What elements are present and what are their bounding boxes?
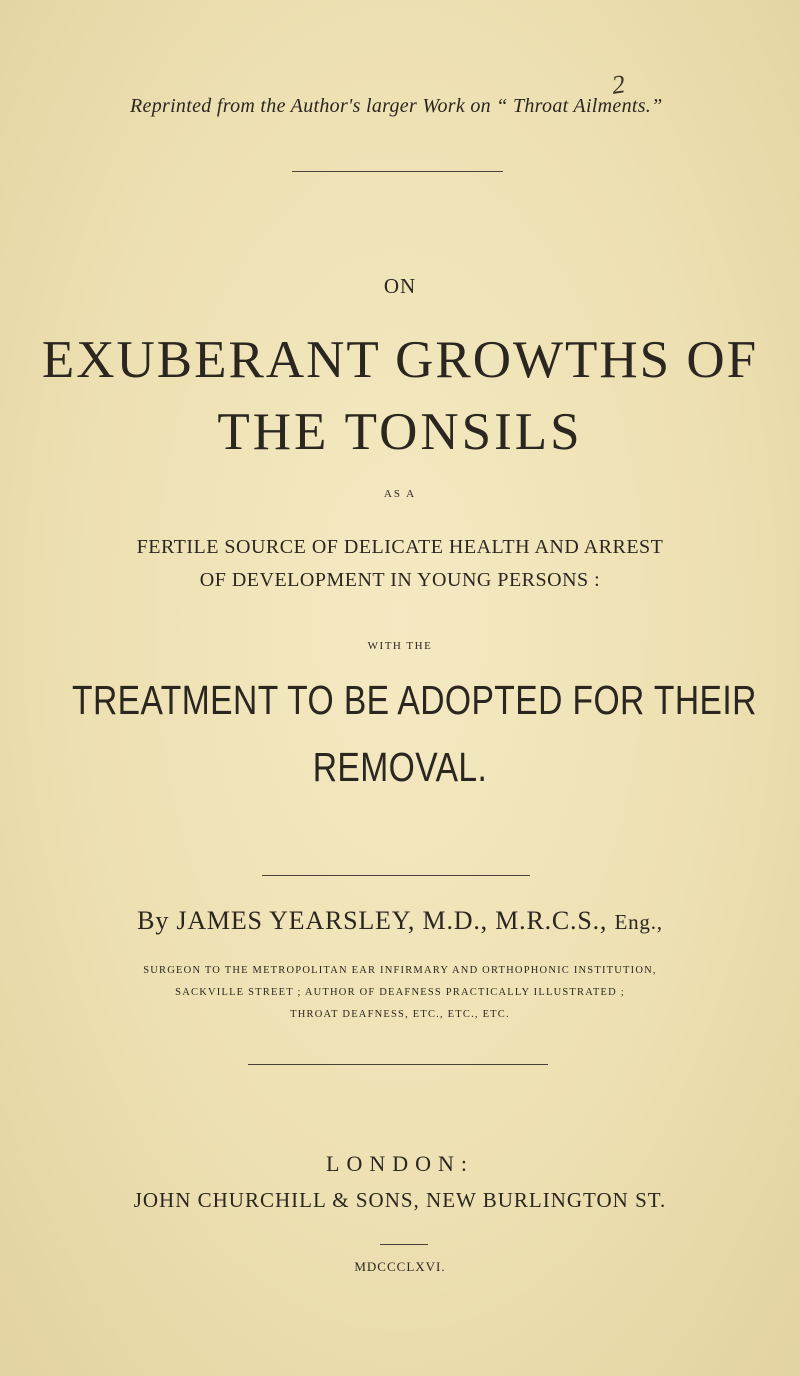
author-byline — [0, 906, 800, 936]
main-title-line-2: THE TONSILS — [217, 403, 583, 461]
reprint-note: Reprinted from the Author's larger Work on “ Throat Ailments.” — [130, 95, 663, 117]
treatment-title-line-2: REMOVAL. — [312, 744, 488, 790]
middle-divider — [262, 875, 530, 876]
title-prefix: ON — [383, 274, 417, 298]
page-number-mark: 2 — [609, 69, 627, 100]
top-divider — [292, 171, 503, 172]
with-the-connector: WITH THE — [367, 640, 433, 652]
affiliation-line-3: THROAT DEAFNESS, ETC., ETC., ETC. — [290, 1009, 510, 1020]
treatment-title-line-1: TREATMENT TO BE ADOPTED FOR THEIR — [72, 677, 757, 723]
subtitle-line-1: FERTILE SOURCE OF DELICATE HEALTH AND ARREST — [136, 536, 664, 558]
main-title-line-1: EXUBERANT GROWTHS OF — [41, 331, 759, 389]
lower-divider — [248, 1064, 548, 1065]
author-eng: Eng., — [614, 910, 663, 934]
as-a-connector: AS A — [383, 488, 417, 500]
imprint-city: LONDON: — [326, 1151, 474, 1176]
subtitle-line-2: OF DEVELOPMENT IN YOUNG PERSONS : — [199, 569, 601, 591]
imprint-publisher: JOHN CHURCHILL & SONS, NEW BURLINGTON ST. — [133, 1188, 667, 1212]
imprint-date: MDCCCLXVI. — [354, 1259, 446, 1274]
affiliation-line-1: SURGEON TO THE METROPOLITAN EAR INFIRMARY AND ORTHOPHONIC INSTITUTION, — [143, 965, 657, 976]
short-divider — [380, 1244, 428, 1245]
author-name: By JAMES YEARSLEY, M.D., M.R.C.S., — [137, 906, 615, 935]
affiliation-line-2: SACKVILLE STREET ; AUTHOR OF DEAFNESS PRACTICALLY ILLUSTRATED ; — [175, 987, 625, 998]
